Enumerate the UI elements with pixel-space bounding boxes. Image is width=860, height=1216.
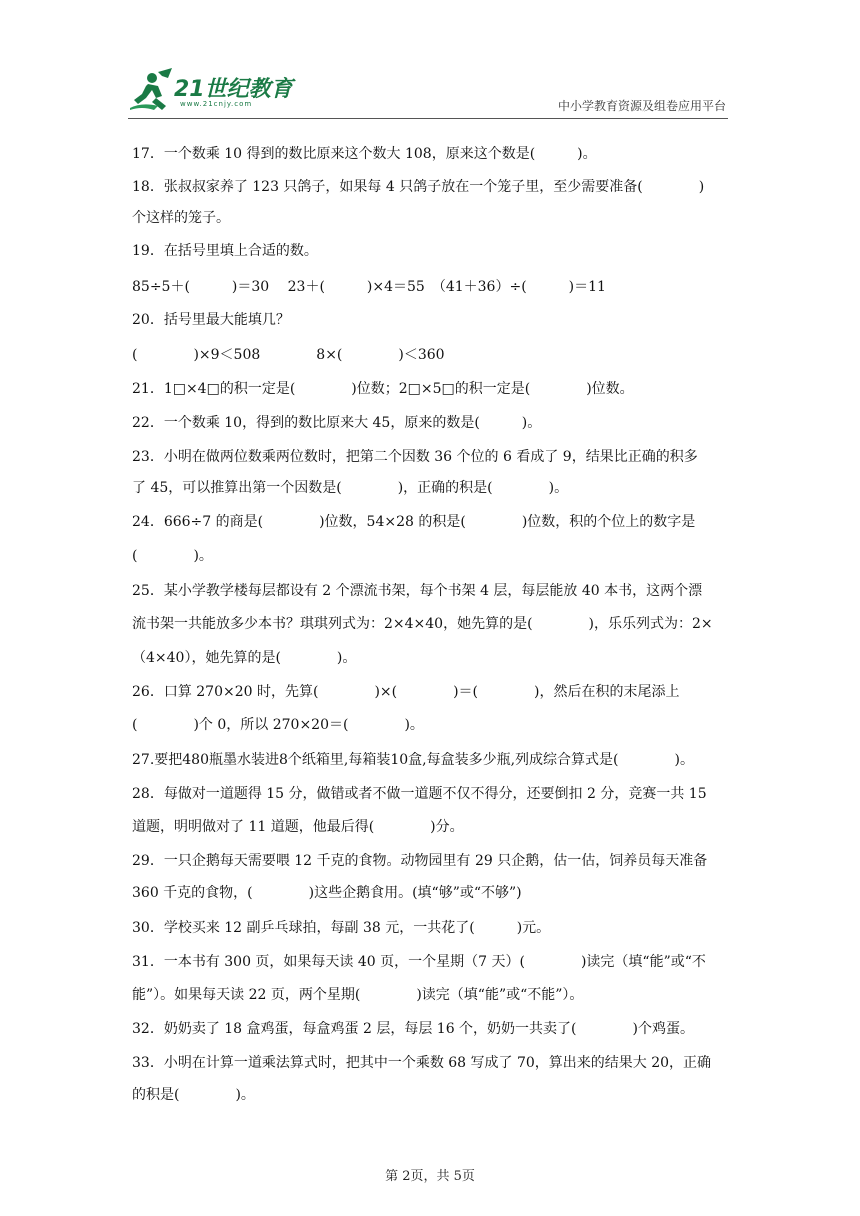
text-line: 流书架一共能放多少本书？琪琪列式为：2×4×40，她先算的是( )，乐乐列式为：2× [132,616,713,632]
text-line: 能”）。如果每天读 22 页，两个星期( )读完（填“能”或“不能”）。 [132,987,584,1003]
text-line: （4×40），她先算的是( )。 [132,650,357,666]
text-line: 28．每做对一道题得 15 分，做错或者不做一道题不仅不得分，还要倒扣 2 分，竞赛一共 15 [132,786,707,802]
text-line: 了 45，可以推算出第一个因数是( )，正确的积是( )。 [132,480,569,496]
logo [128,66,298,118]
text-line: 17．一个数乘 10 得到的数比原来这个数大 108，原来这个数是( )。 [132,146,597,162]
text-line: 19．在括号里填上合适的数。 [132,243,318,259]
text-line: 26．口算 270×20 时，先算( )×( )＝( )，然后在积的末尾添上 [132,684,680,700]
text-line: 个这样的笼子。 [132,210,230,226]
text-line: 21．1□×4□的积一定是( )位数；2□×5□的积一定是( )位数。 [132,381,634,397]
platform-name: 中小学教育资源及组卷应用平台 [557,99,726,113]
text-line: 29．一只企鹅每天需要喂 12 千克的食物。动物园里有 29 只企鹅，估一估，饲养员每天准备 [132,853,708,869]
text-line: 85÷5＋( )＝30 23＋( )×4＝55 （41＋36）÷( )＝11 [132,279,606,295]
text-line: 27.要把480瓶墨水装进8个纸箱里,每箱装10盒,每盒装多少瓶,列成综合算式是( )。 [132,752,694,768]
text-line: ( )×9＜508 8×( )＜360 [132,347,445,363]
text-line: ( )个 0，所以 270×20＝( )。 [132,717,424,733]
logo-url: www.21cnjy.com [180,100,253,108]
text-line: 25．某小学教学楼每层都设有 2 个漂流书架，每个书架 4 层，每层能放 40 本书，这两个漂 [132,583,703,599]
text-line: 33．小明在计算一道乘法算式时，把其中一个乘数 68 写成了 70，算出来的结果大 20，正确 [132,1055,712,1071]
text-line: 20．括号里最大能填几？ [132,312,290,328]
text-line: 24．666÷7 的商是( )位数，54×28 的积是( )位数，积的个位上的数字是 [132,514,696,530]
text-line: 道题，明明做对了 11 道题，他最后得( )分。 [132,819,464,835]
runner-logo-icon [128,68,180,112]
text-line: 的积是( )。 [132,1087,255,1103]
logo-text: 21世纪教育 [174,77,293,102]
page-number: 第 2页，共 5页 [385,1169,475,1184]
text-line: 23．小明在做两位数乘两位数时，把第二个因数 36 个位的 6 看成了 9，结果比正确的积多 [132,449,698,465]
text-line: 18．张叔叔家养了 123 只鸽子，如果每 4 只鸽子放在一个笼子里，至少需要准备( ) [132,179,705,195]
header-divider [128,118,728,119]
text-line: 32．奶奶卖了 18 盒鸡蛋，每盒鸡蛋 2 层，每层 16 个，奶奶一共卖了( )个鸡蛋。 [132,1021,694,1037]
text-line: 31．一本书有 300 页，如果每天读 40 页，一个星期（7 天）( )读完（填“能”或“不 [132,954,706,970]
text-line: ( )。 [132,548,213,564]
text-line: 30．学校买来 12 副乒乓球拍，每副 38 元，一共花了( )元。 [132,920,551,936]
text-line: 22．一个数乘 10，得到的数比原来大 45，原来的数是( )。 [132,415,542,431]
text-line: 360 千克的食物，( )这些企鹅食用。(填“够”或“不够”) [132,885,522,901]
page-header [0,0,860,122]
